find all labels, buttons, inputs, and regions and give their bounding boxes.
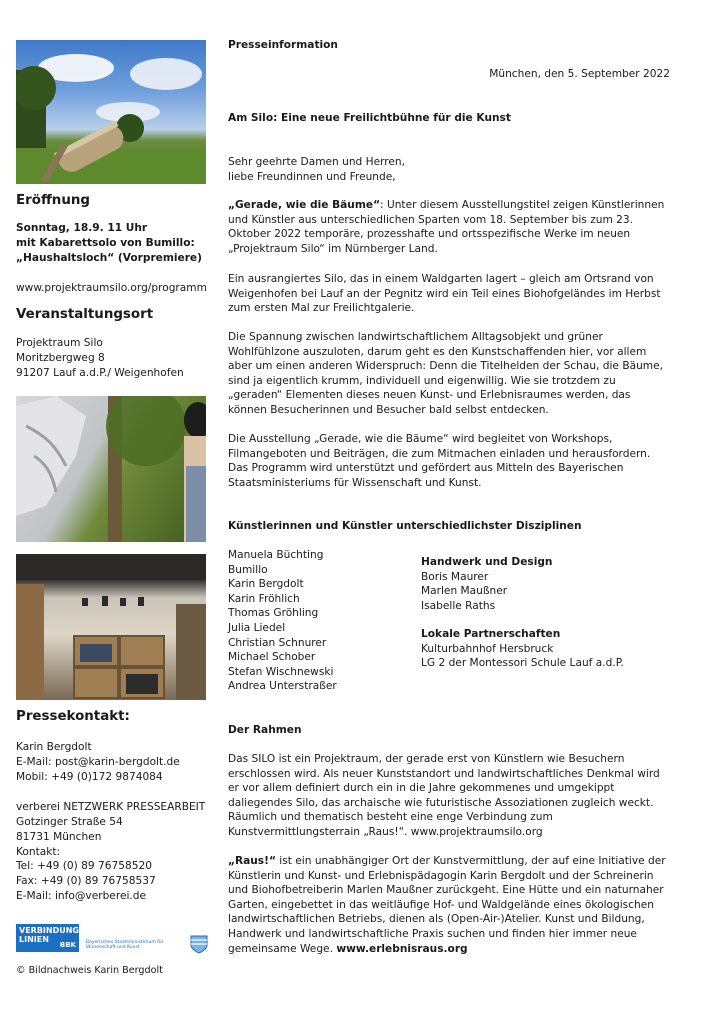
craft-heading: Handwerk und Design [421, 556, 553, 568]
agency-tel: Tel: +49 (0) 89 76758520 [16, 860, 152, 872]
program-link[interactable]: www.projektraumsilo.org/programm [16, 282, 207, 294]
partner-item: Kulturbahnhof Hersbruck [421, 642, 554, 655]
craft-design-block [421, 555, 671, 613]
paragraph-tension: Die Spannung zwischen landwirtschaftlichem Alltagsobjekt und grüner Wohlfühlzone auszuloten, darum geht es den Kunstschaffenden hier, vor allem aber um einen anderen Widerspruch: Denn die Titelhelden der Schau, die Bäume, sind ja eigentlich krumm, individuell und eigenwillig. Wie sie trotzdem zu „geraden“ Elementen dieses neuen Kunst- und Erlebnisraumes werden, das können Besucherinnen und Besucher bald selbst entdecken. [228, 331, 664, 416]
artist-item: Stefan Wischnewski [228, 665, 334, 678]
craft-item: Boris Maurer [421, 570, 489, 583]
raus-title: „Raus!“ [228, 855, 276, 867]
artist-item: Karin Fröhlich [228, 592, 300, 605]
venue-city: 91207 Lauf a.d.P./ Weigenhofen [16, 367, 184, 379]
craft-item: Isabelle Raths [421, 599, 496, 612]
artist-item: Michael Schober [228, 651, 316, 664]
artists-heading: Künstlerinnen und Künstler unterschiedlichster Disziplinen [228, 520, 582, 532]
paragraph-frame: Das SILO ist ein Projektraum, der gerade erst von Künstlern wie Besuchern erschlossen wird. Als neuer Kunststandort und landwirtschaftliches Denkmal wird er vor allem definiert durch ein in die Jahre gekommenes und umgekippt daliegendes Silo, das archaische wie futuristische Assoziationen zugleich weckt. Räumlich und thematisch besteht eine enge Verbindung zum Kunstvermittlungsterrain „Raus!“. www.projektraumsilo.org [228, 753, 660, 838]
agency-street: Gotzinger Straße 54 [16, 816, 123, 828]
partner-item: LG 2 der Montessori Schule Lauf a.d.P. [421, 657, 624, 670]
agency-name: verberei NETZWERK PRESSEARBEIT [16, 801, 206, 813]
press-heading: Pressekontakt: [16, 709, 130, 724]
agency-contact-label: Kontakt: [16, 846, 61, 858]
frame-heading: Der Rahmen [228, 724, 302, 736]
opening-date: Sonntag, 18.9. 11 Uhr [16, 222, 148, 234]
artist-item: Thomas Gröhling [228, 607, 319, 620]
interior-photo [16, 554, 206, 700]
paragraph-intro [228, 198, 670, 256]
photo-credit: © Bildnachweis Karin Bergdolt [16, 965, 163, 976]
venue-heading: Veranstaltungsort [16, 307, 154, 322]
document-kind: Presseinformation [228, 39, 338, 51]
artwork-photo [16, 396, 206, 542]
verbindungslinien-logo [16, 924, 85, 952]
agency-mail[interactable]: E-Mail: info@verberei.de [16, 890, 147, 902]
date-line: München, den 5. September 2022 [489, 68, 670, 80]
paragraph-intro-text: : Unter diesem Ausstellungstitel zeigen Künstlerinnen und Künstler aus unterschiedlichen Sparten vom 18. September bis zum 23. Oktober 2022 temporäre, prozesshafte und ortsspezifische Werke im neuen „Projektraum Silo“ im Nürnberger Land. [228, 199, 665, 255]
partners-heading: Lokale Partnerschaften [421, 628, 561, 640]
agency-city: 81731 München [16, 831, 102, 843]
artist-item: Manuela Büchting [228, 549, 324, 561]
paragraph-raus [228, 854, 670, 956]
venue-name: Projektraum Silo [16, 337, 103, 349]
opening-title: „Haushaltsloch“ (Vorpremiere) [16, 252, 202, 264]
agency-fax: Fax: +49 (0) 89 76758537 [16, 875, 156, 887]
press-contact-name: Karin Bergdolt [16, 741, 92, 753]
paragraph-program: Die Ausstellung „Gerade, wie die Bäume“ wird begleitet von Workshops, Filmangeboten und Beiträgen, die zum Mitmachen einladen und herausfordern. Das Programm wird unterstützt und gefördert aus Mitteln des Bayerischen Staatsministeriums für Wissenschaft und Kunst. [228, 433, 651, 489]
craft-item: Marlen Maußner [421, 585, 508, 598]
opening-heading: Eröffnung [16, 193, 90, 208]
artists-list [228, 548, 418, 694]
opening-program: mit Kabarettsolo von Bumillo: [16, 237, 195, 249]
artist-item: Julia Liedel [228, 621, 286, 634]
partners-block [421, 627, 671, 671]
logo-sub: BBK [59, 941, 76, 949]
press-email[interactable]: E-Mail: post@karin-bergdolt.de [16, 756, 180, 768]
press-mobile: Mobil: +49 (0)172 9874084 [16, 771, 163, 783]
raus-link[interactable]: www.erlebnisraus.org [336, 942, 468, 955]
artist-item: Karin Bergdolt [228, 578, 304, 591]
artist-item: Christian Schnurer [228, 636, 327, 649]
artist-item: Bumillo [228, 563, 268, 576]
ministry-logo-text: Bayerisches Staatsministerium für Wissenschaft und Kunst [86, 940, 164, 950]
salutation-2: liebe Freundinnen und Freunde, [228, 171, 396, 183]
exhibition-title: „Gerade, wie die Bäume“ [228, 199, 381, 211]
salutation-1: Sehr geehrte Damen und Herren, [228, 156, 406, 168]
artist-item: Andrea Unterstraßer [228, 680, 337, 693]
silo-photo [16, 40, 206, 184]
headline: Am Silo: Eine neue Freilichtbühne für die Kunst [228, 112, 511, 124]
venue-street: Moritzbergweg 8 [16, 352, 105, 364]
paragraph-silo: Ein ausrangiertes Silo, das in einem Waldgarten lagert – gleich am Ortsrand von Weigenhofen bei Lauf an der Pegnitz wird ein Teil eines Biohofgeländes im Herbst zum ersten Mal zur Freilichtgalerie. [228, 273, 661, 315]
paragraph-raus-text: ist ein unabhängiger Ort der Kunstvermittlung, der auf eine Initiative der Künstlerin und Kunst- und Erlebnispädagogin Karin Bergdolt und der Schreinerin und Biohofbetreiberin Marlen Maußner zurückgeht. Eine Hütte und ein naturnaher Garten, eingebettet in das weitläufige Hof- und Waldgelände eines ökologischen landwirtschaftlichen Betriebs, dienen als (Open-Air-)Atelier. Kunst und Bildung, Handwerk und landwirtschaftliche Praxis suchen und finden hier immer neue gemeinsame Wege. [228, 855, 666, 955]
logo-line2: LINIEN [19, 935, 49, 944]
bavarian-crest-icon [188, 934, 210, 954]
logo-line1: VERBINDUNGS [19, 926, 85, 935]
